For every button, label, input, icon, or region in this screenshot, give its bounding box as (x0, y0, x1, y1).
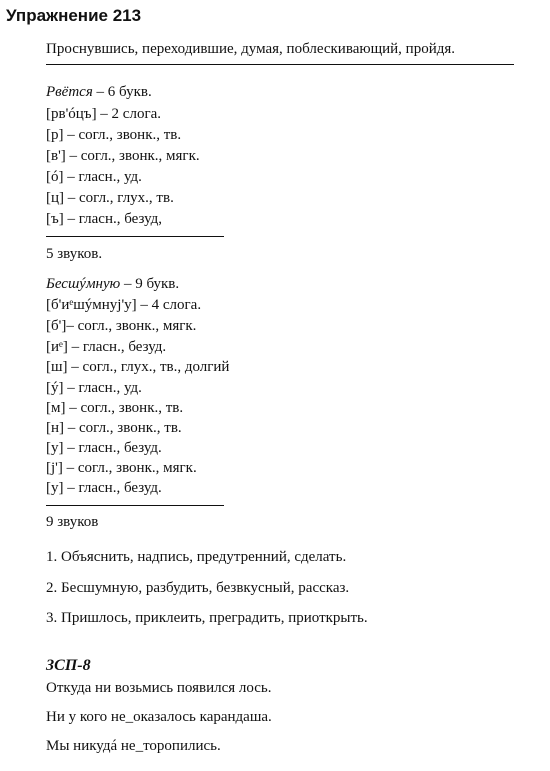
exercise-title: Упражнение 213 (6, 6, 142, 25)
analysis2-line: [н] – согл., звонк., тв. (46, 420, 182, 436)
words-line-text: Проснувшись, переходившие, думая, поблескивающий, пройдя. (46, 41, 456, 57)
analysis1-header (46, 84, 152, 101)
zsp-line: Ни у кого не_оказалось карандаша. (46, 709, 272, 725)
analysis2-line: [иᵉ] – гласн., безуд. (46, 339, 167, 355)
analysis2-line: [б']– согл., звонк., мягк. (46, 318, 197, 334)
analysis2-word: Бесшýмную (46, 276, 121, 292)
separator-rule (46, 505, 224, 506)
analysis2-line: [у] – гласн., безуд. (46, 440, 162, 456)
words-line-underline (46, 64, 514, 65)
analysis1-word: Рвётся (46, 84, 93, 100)
list-item: 1. Объяснить, надпись, предутренний, сделать. (46, 549, 347, 565)
analysis2-sounds: 9 звуков (46, 514, 99, 530)
zsp-line: Откуда ни возьмись появился лось. (46, 680, 272, 696)
analysis2-letters: – 9 букв. (120, 276, 180, 292)
list-item: 3. Пришлось, приклеить, преградить, приоткрыть. (46, 610, 368, 626)
analysis1-line: [ъ] – гласн., безуд, (46, 211, 163, 227)
analysis1-letters: – 6 букв. (92, 84, 152, 100)
analysis2-line: [j'] – согл., звонк., мягк. (46, 460, 197, 476)
analysis2-line: [б'иᵉшýмнуj'у] – 4 слога. (46, 297, 202, 313)
analysis1-line: [ц] – согл., глух., тв. (46, 190, 174, 206)
analysis1-sounds: 5 звуков. (46, 246, 103, 262)
analysis2-line: [ш] – согл., глух., тв., долгий (46, 359, 230, 375)
analysis1-line: [рв'óцъ] – 2 слога. (46, 106, 162, 122)
analysis1-line: [р] – согл., звонк., тв. (46, 127, 182, 143)
analysis2-line: [у] – гласн., безуд. (46, 480, 162, 496)
zsp-line: Мы никудá не_торопились. (46, 738, 221, 754)
list-item: 2. Бесшумную, разбудить, безвкусный, рассказ. (46, 580, 350, 596)
words-line (46, 40, 514, 58)
analysis1-line: [в'] – согл., звонк., мягк. (46, 148, 200, 164)
analysis1-line: [ó] – гласн., уд. (46, 169, 142, 185)
zsp-heading: ЗСП-8 (46, 657, 91, 674)
analysis2-header (46, 276, 179, 293)
analysis2-line: [м] – согл., звонк., тв. (46, 400, 184, 416)
separator-rule (46, 236, 224, 237)
analysis2-line: [ý] – гласн., уд. (46, 380, 142, 396)
